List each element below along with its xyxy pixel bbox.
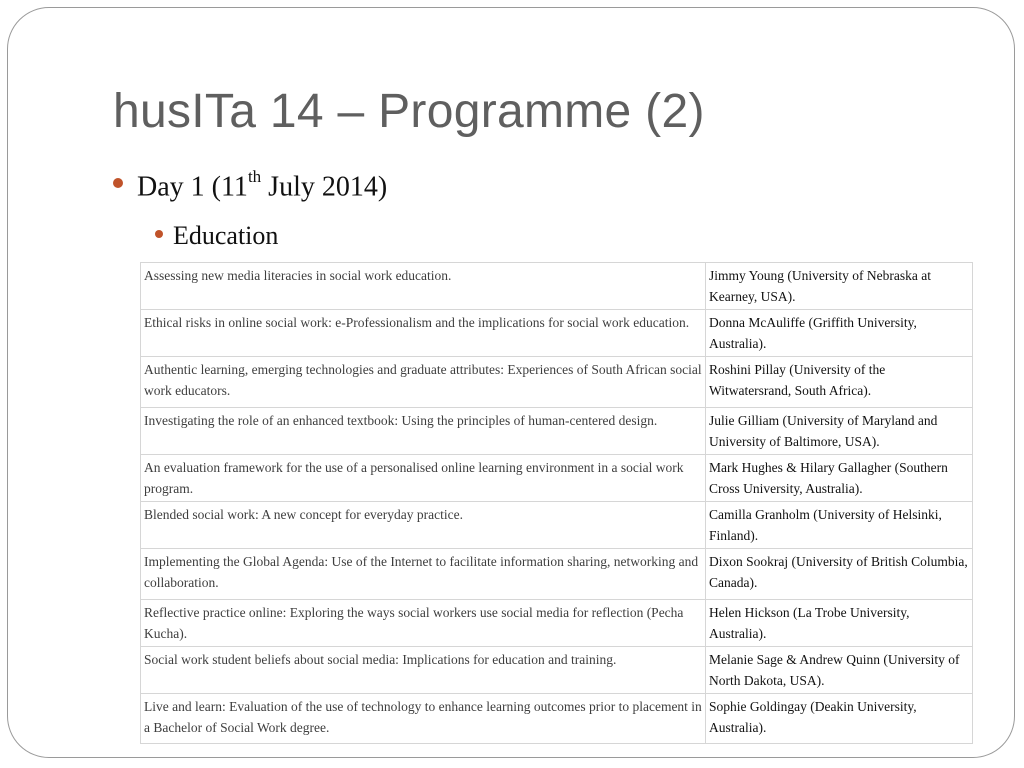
session-speaker: Donna McAuliffe (Griffith University, Australia). — [706, 310, 973, 357]
session-topic: Blended social work: A new concept for everyday practice. — [141, 502, 706, 549]
day-label-prefix: Day 1 (11 — [137, 171, 248, 203]
session-topic: Ethical risks in online social work: e-Professionalism and the implications for social work education. — [141, 310, 706, 357]
table-row — [141, 263, 973, 310]
session-topic: Authentic learning, emerging technologies and graduate attributes: Experiences of South African social work educators. — [141, 357, 706, 408]
session-topic: Social work student beliefs about social media: Implications for education and training. — [141, 647, 706, 694]
session-topic: Reflective practice online: Exploring the ways social workers use social media for reflection (Pecha Kucha). — [141, 600, 706, 647]
session-speaker: Julie Gilliam (University of Maryland and University of Baltimore, USA). — [706, 408, 973, 455]
session-speaker: Helen Hickson (La Trobe University, Australia). — [706, 600, 973, 647]
table-row — [141, 549, 973, 600]
session-speaker: Mark Hughes & Hilary Gallagher (Southern Cross University, Australia). — [706, 455, 973, 502]
session-speaker: Camilla Granholm (University of Helsinki, Finland). — [706, 502, 973, 549]
session-speaker: Sophie Goldingay (Deakin University, Australia). — [706, 694, 973, 744]
session-topic: Implementing the Global Agenda: Use of the Internet to facilitate information sharing, networking and collaboration. — [141, 549, 706, 600]
table-row — [141, 647, 973, 694]
table-row — [141, 455, 973, 502]
table-row — [141, 502, 973, 549]
table-row — [141, 310, 973, 357]
table-row — [141, 357, 973, 408]
table-row — [141, 694, 973, 744]
session-speaker: Roshini Pillay (University of the Witwatersrand, South Africa). — [706, 357, 973, 408]
session-topic: Assessing new media literacies in social work education. — [141, 263, 706, 310]
education-label: Education — [173, 221, 279, 250]
session-topic: An evaluation framework for the use of a personalised online learning environment in a social work program. — [141, 455, 706, 502]
session-speaker: Dixon Sookraj (University of British Columbia, Canada). — [706, 549, 973, 600]
bullet-dot-icon — [155, 230, 163, 238]
session-speaker: Melanie Sage & Andrew Quinn (University of North Dakota, USA). — [706, 647, 973, 694]
day-label-suffix: July 2014) — [261, 171, 388, 203]
session-speaker: Jimmy Young (University of Nebraska at Kearney, USA). — [706, 263, 973, 310]
session-topic: Investigating the role of an enhanced textbook: Using the principles of human-centered design. — [141, 408, 706, 455]
slide-title: husITa 14 – Programme (2) — [113, 85, 705, 138]
day-label-superscript: th — [247, 167, 262, 186]
table-row — [141, 600, 973, 647]
table-row — [141, 408, 973, 455]
bullet-day-1 — [113, 167, 388, 203]
sessions-table — [140, 262, 973, 744]
bullet-education — [155, 221, 278, 251]
bullet-dot-icon — [113, 178, 123, 188]
session-topic: Live and learn: Evaluation of the use of technology to enhance learning outcomes prior to placement in a Bachelor of Social Work degree. — [141, 694, 706, 744]
